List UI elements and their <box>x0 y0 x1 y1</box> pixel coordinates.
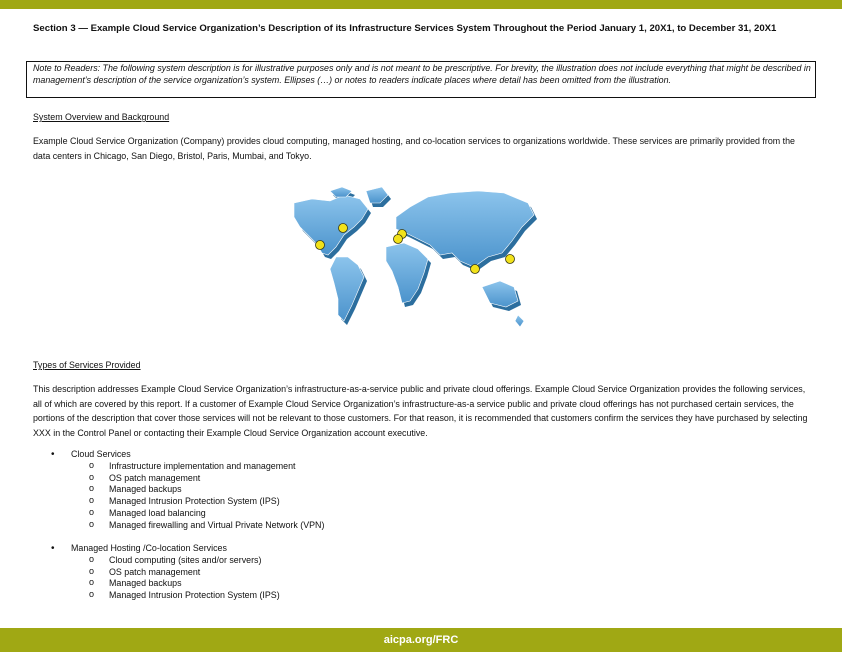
circle-bullet-icon: o <box>89 495 95 506</box>
footer-link[interactable]: aicpa.org/FRC <box>383 634 459 646</box>
list-item: o OS patch management <box>89 565 201 577</box>
marker-san-diego <box>316 241 325 250</box>
circle-bullet-icon: o <box>89 518 95 529</box>
circle-bullet-icon: o <box>89 553 95 564</box>
services-heading: Types of Services Provided <box>33 360 141 370</box>
circle-bullet-icon: o <box>89 483 95 494</box>
services-paragraph: This description addresses Example Cloud Service Organization’s infrastructure-as-a-service public and private cloud offerings. Example Cloud Service Organization provides the following services, all of which are covered by this report. If a customer of Example Cloud Service Organization’s infrastructure-as-a service public and private cloud offerings has not purchased certain services, the portions of the description that cover those services will not be relevant to those customers. For that reason, it is recommended that customers confirm the services they have purchased by selecting XXX in the Control Panel or contacting their Example Cloud Service Organization account executive. <box>33 384 808 438</box>
circle-bullet-icon: o <box>89 589 95 600</box>
overview-paragraph: Example Cloud Service Organization (Company) provides cloud computing, managed hosting, and co-location services to organizations worldwide. These services are primarily provided from the data centers in Chicago, San Diego, Bristol, Paris, Mumbai, and Tokyo. <box>33 136 795 161</box>
circle-bullet-icon: o <box>89 459 95 470</box>
service-group-label: • Cloud Services <box>51 449 131 460</box>
note-to-readers: Note to Readers: The following system description is for illustrative purposes only and is not meant to be prescriptive. For brevity, the illustration does not include everything that might be described in management’s description of the service organization’s system. Ellipses (…) or notes to readers indicate places where detail has been omitted from the illustration. <box>26 61 816 98</box>
marker-mumbai <box>471 265 480 274</box>
overview-heading: System Overview and Background <box>33 112 170 122</box>
world-map-icon <box>282 183 552 345</box>
circle-bullet-icon: o <box>89 565 95 576</box>
list-item: o Infrastructure implementation and management <box>89 459 296 471</box>
list-item: o OS patch management <box>89 471 201 483</box>
list-item: o Managed load balancing <box>89 506 206 518</box>
list-item: o Managed Intrusion Protection System (IPS) <box>89 589 280 601</box>
service-group-label: • Managed Hosting /Co-location Services <box>51 543 227 554</box>
circle-bullet-icon: o <box>89 471 95 482</box>
bullet-icon: • <box>51 449 55 460</box>
page-title: Section 3 — Example Cloud Service Organization’s Description of its Infrastructure Services System Throughout the Period January 1, 20X1, to December 31, 20X1 <box>33 23 777 34</box>
list-item: o Cloud computing (sites and/or servers) <box>89 553 262 565</box>
marker-tokyo <box>506 255 515 264</box>
bullet-icon: • <box>51 543 55 554</box>
list-item: o Managed backups <box>89 483 182 495</box>
service-group <box>50 543 280 602</box>
list-item: o Managed Intrusion Protection System (IPS) <box>89 495 280 507</box>
marker-chicago <box>339 224 348 233</box>
footer-bar <box>0 628 842 652</box>
list-item: o Managed backups <box>89 577 182 589</box>
circle-bullet-icon: o <box>89 506 95 517</box>
list-item: o Managed firewalling and Virtual Private Network (VPN) <box>89 518 325 530</box>
top-accent-bar <box>0 0 842 9</box>
marker-paris <box>394 235 403 244</box>
service-group <box>50 449 324 532</box>
circle-bullet-icon: o <box>89 577 95 588</box>
